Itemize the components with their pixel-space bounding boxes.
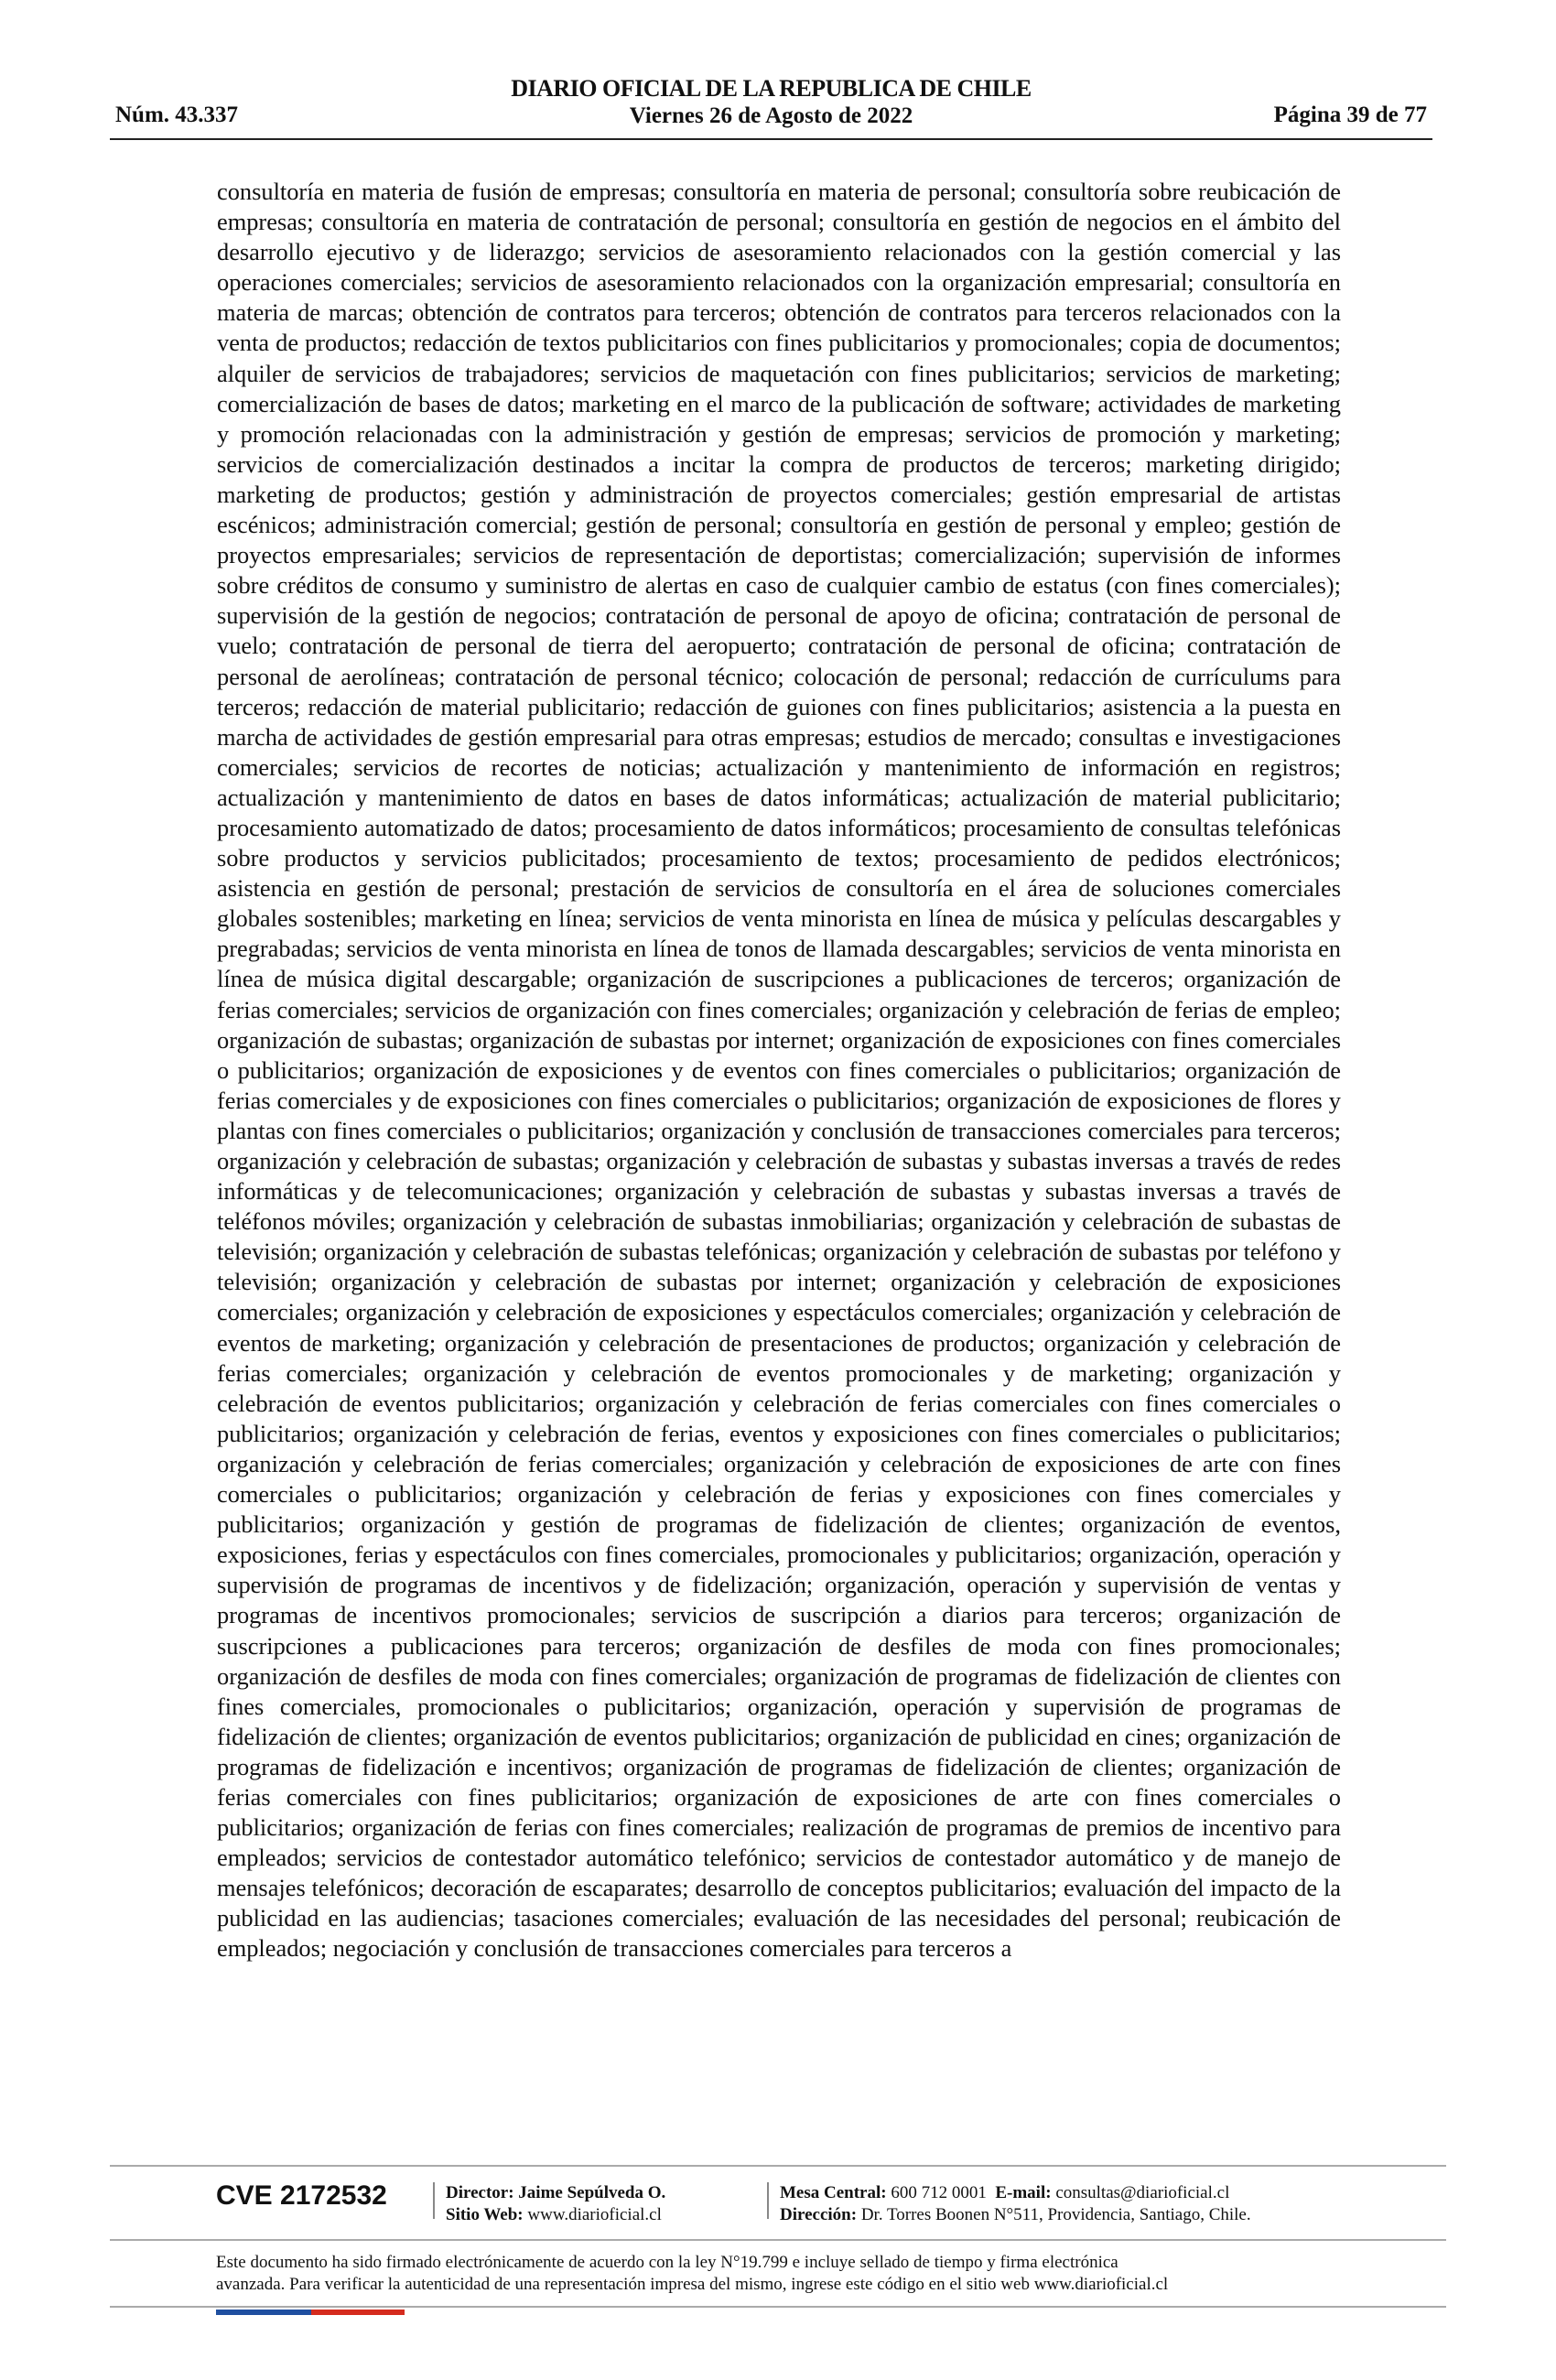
publication-title: DIARIO OFICIAL DE LA REPUBLICA DE CHILE	[511, 75, 1032, 102]
email-label: E-mail:	[995, 2183, 1052, 2202]
header-divider	[110, 138, 1432, 140]
legal-line: avanzada. Para verificar la autenticidad de una representación impresa del mismo, ingrese este código en el sitio web www.diarioficial.cl	[216, 2275, 1169, 2294]
footer-divider-top	[110, 2165, 1446, 2167]
director-label: Director:	[446, 2183, 514, 2202]
central-phone: 600 712 0001	[891, 2183, 987, 2202]
header-center	[110, 75, 1432, 130]
flag-stripe	[216, 2310, 405, 2315]
flag-blue-segment	[216, 2310, 311, 2315]
web-link[interactable]: www.diarioficial.cl	[527, 2205, 662, 2224]
page-header	[110, 75, 1432, 139]
cve-code: CVE 2172532	[216, 2180, 387, 2211]
legal-line: Este documento ha sido firmado electrónicamente de acuerdo con la ley N°19.799 e incluye sellado de tiempo y firma electrónica	[216, 2253, 1118, 2272]
address-label: Dirección:	[780, 2205, 858, 2224]
director-name: Jaime Sepúlveda O.	[518, 2183, 666, 2202]
email-link[interactable]: consultas@diarioficial.cl	[1055, 2183, 1230, 2202]
footer-divider-bottom	[110, 2306, 1446, 2308]
publication-date: Viernes 26 de Agosto de 2022	[629, 103, 913, 128]
legal-notice	[216, 2252, 1346, 2296]
body-paragraph: consultoría en materia de fusión de empresas; consultoría en materia de personal; consultoría sobre reubicación de empresas; consultoría en materia de contratación de personal; consultoría en gestión de negocios en el ámbito del desarrollo ejecutivo y de liderazgo; servicios de asesoramiento relacionados con la gestión comercial y las operaciones comerciales; servicios de asesoramiento relacionados con la organización empresarial; consultoría en materia de marcas; obtención de contratos para terceros; obtención de contratos para terceros relacionados con la venta de productos; redacción de textos publicitarios con fines publicitarios y promocionales; copia de documentos; alquiler de servicios de trabajadores; servicios de maquetación con fines publicitarios; servicios de marketing; comercialización de bases de datos; marketing en el marco de la publicación de software; actividades de marketing y promoción relacionadas con la administración y gestión de empresas; servicios de promoción y marketing; servicios de comercialización destinados a incitar la compra de productos de terceros; marketing dirigido; marketing de productos; gestión y administración de proyectos comerciales; gestión empresarial de artistas escénicos; administración comercial; gestión de personal; consultoría en gestión de personal y empleo; gestión de proyectos empresariales; servicios de representación de deportistas; comercialización; supervisión de informes sobre créditos de consumo y suministro de alertas en caso de cualquier cambio de estatus (con fines comerciales); supervisión de la gestión de negocios; contratación de personal de apoyo de oficina; contratación de personal de vuelo; contratación de personal de tierra del aeropuerto; contratación de personal de oficina; contratación de personal de aerolíneas; contratación de personal técnico; colocación de personal; redacción de currículums para terceros; redacción de material publicitario; redacción de guiones con fines publicitarios; asistencia a la puesta en marcha de actividades de gestión empresarial para otras empresas; estudios de mercado; consultas e investigaciones comerciales; servicios de recortes de noticias; actualización y mantenimiento de información en registros; actualización y mantenimiento de datos en bases de datos informáticas; actualización de material publicitario; procesamiento automatizado de datos; procesamiento de datos informáticos; procesamiento de consultas telefónicas sobre productos y servicios publicitados; procesamiento de textos; procesamiento de pedidos electrónicos; asistencia en gestión de personal; prestación de servicios de consultoría en el área de soluciones comerciales globales sostenibles; marketing en línea; servicios de venta minorista en línea de música y películas descargables y pregrabadas; servicios de venta minorista en línea de tonos de llamada descargables; servicios de venta minorista en línea de música digital descargable; organización de suscripciones a publicaciones de terceros; organización de ferias comerciales; servicios de organización con fines comerciales; organización y celebración de ferias de empleo; organización de subastas; organización de subastas por internet; organización de exposiciones con fines comerciales o publicitarios; organización de exposiciones y de eventos con fines comerciales o publicitarios; organización de ferias comerciales y de exposiciones con fines comerciales o publicitarios; organización de exposiciones de flores y plantas con fines comerciales o publicitarios; organización y conclusión de transacciones comerciales para terceros; organización y celebración de subastas; organización y celebración de subastas y subastas inversas a través de redes informáticas y de telecomunicaciones; organización y celebración de subastas y subastas inversas a través de teléfonos móviles; organización y celebración de subastas inmobiliarias; organización y celebración de subastas de televisión; organización y celebración de subastas telefónicas; organización y celebración de subastas por teléfono y televisión; organización y celebración de subastas por internet; organización y celebración de exposiciones comerciales; organización y celebración de exposiciones y espectáculos comerciales; organización y celebración de eventos de marketing; organización y celebración de presentaciones de productos; organización y celebración de ferias comerciales; organización y celebración de eventos promocionales y de marketing; organización y celebración de eventos publicitarios; organización y celebración de ferias comerciales con fines comerciales o publicitarios; organización y celebración de ferias, eventos y exposiciones con fines comerciales o publicitarios; organización y celebración de ferias comerciales; organización y celebración de exposiciones de arte con fines comerciales o publicitarios; organización y celebración de ferias y exposiciones con fines comerciales y publicitarios; organización y gestión de programas de fidelización de clientes; organización de eventos, exposiciones, ferias y espectáculos con fines comerciales, promocionales y publicitarios; organización, operación y supervisión de programas de incentivos y de fidelización; organización, operación y supervisión de ventas y programas de incentivos promocionales; servicios de suscripción a diarios para terceros; organización de suscripciones a publicaciones para terceros; organización de desfiles de moda con fines promocionales; organización de desfiles de moda con fines comerciales; organización de programas de fidelización de clientes con fines comerciales, promocionales o publicitarios; organización, operación y supervisión de programas de fidelización de clientes; organización de eventos publicitarios; organización de publicidad en cines; organización de programas de fidelización e incentivos; organización de programas de fidelización de clientes; organización de ferias comerciales con fines publicitarios; organización de exposiciones de arte con fines comerciales o publicitarios; organización de ferias con fines comerciales; realización de programas de premios de incentivo para empleados; servicios de contestador automático telefónico; servicios de contestador automático y de manejo de mensajes telefónicos; decoración de escaparates; desarrollo de conceptos publicitarios; evaluación del impacto de la publicidad en las audiencias; tasaciones comerciales; evaluación de las necesidades del personal; reubicación de empleados; negociación y conclusión de transacciones comerciales para terceros a	[217, 178, 1341, 1963]
flag-red-segment	[311, 2310, 405, 2315]
address-value: Dr. Torres Boonen N°511, Providencia, Santiago, Chile.	[860, 2205, 1251, 2224]
footer-director-block	[446, 2182, 665, 2226]
footer-separator	[767, 2182, 769, 2219]
issue-number: Núm. 43.337	[115, 103, 239, 127]
footer-separator	[433, 2182, 435, 2219]
footer-contact-block	[780, 2182, 1251, 2226]
web-label: Sitio Web:	[446, 2205, 524, 2224]
footer-divider-middle	[110, 2239, 1446, 2241]
central-label: Mesa Central:	[780, 2183, 887, 2202]
page-number: Página 39 de 77	[1273, 103, 1427, 127]
